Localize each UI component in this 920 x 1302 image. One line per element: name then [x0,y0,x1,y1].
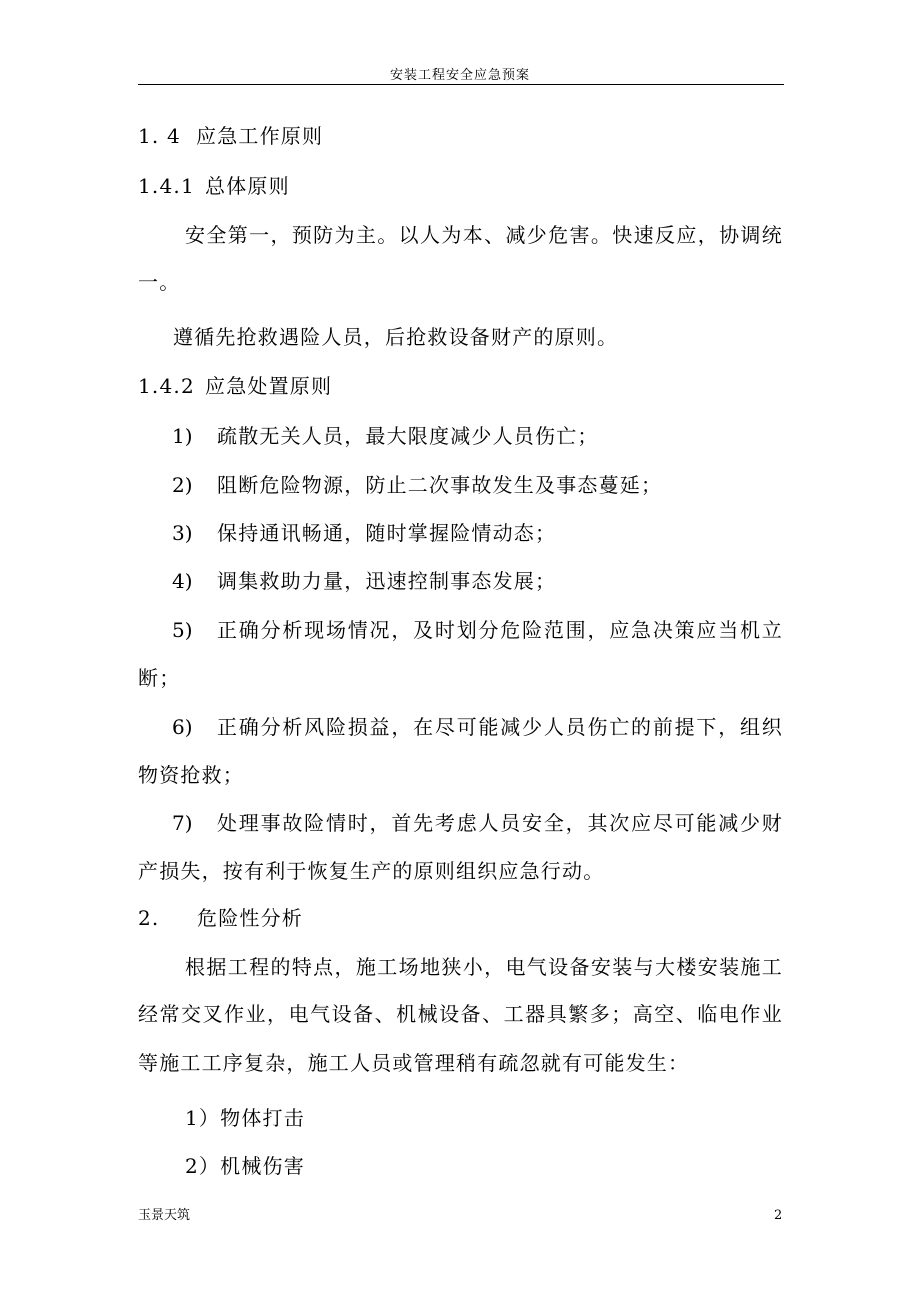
list-item-text: 物资抢救； [138,763,244,787]
list-item-number: 1) [172,424,193,448]
list-item-text: 1）物体打击 [185,1106,305,1130]
subsection-number: 1.4.2 [138,374,195,398]
section-heading: 应急工作原则 [196,124,324,148]
paragraph-line: 根据工程的特点，施工场地狭小，电气设备安装与大楼安装施工 [185,955,783,979]
list-item-text: 阻断危险物源，防止二次事故发生及事态蔓延； [217,473,663,497]
list-item-text: 保持通讯畅通，随时掌握险情动态； [217,521,557,545]
list-item-number: 6) [172,715,193,739]
paragraph-line: 等施工工序复杂，施工人员或管理稍有疏忽就有可能发生： [138,1051,690,1075]
list-item-number: 7) [172,811,193,835]
list-item-text: 产损失，按有利于恢复生产的原则组织应急行动。 [138,859,605,883]
section-number: 2. [138,906,160,930]
page-number: 2 [774,1208,783,1223]
list-item-number: 3) [172,521,193,545]
subsection-number: 1.4.1 [138,174,195,198]
list-item-text: 断； [138,666,181,690]
subsection-heading: 应急处置原则 [205,374,333,398]
section-heading: 危险性分析 [197,906,303,930]
paragraph-line: 安全第一，预防为主。以人为本、减少危害。快速反应，协调统 [185,223,783,247]
paragraph-line: 遵循先抢救遇险人员，后抢救设备财产的原则。 [173,325,619,349]
running-header: 安装工程安全应急预案 [389,68,530,83]
list-item-number: 4) [172,569,193,593]
paragraph-line: 经常交叉作业，电气设备、机械设备、工器具繁多；高空、临电作业 [138,1002,783,1026]
list-item-number: 5) [172,618,193,642]
list-item-number: 2) [172,473,193,497]
list-item-text: 正确分析现场情况，及时划分危险范围，应急决策应当机立 [217,618,783,642]
header-rule [138,84,784,85]
paragraph-line: 一。 [138,270,181,294]
list-item-text: 2）机械伤害 [185,1154,305,1178]
list-item-text: 正确分析风险损益，在尽可能减少人员伤亡的前提下，组织 [217,715,783,739]
footer-left-text: 玉景天筑 [138,1208,191,1223]
list-item-text: 处理事故险情时，首先考虑人员安全，其次应尽可能减少财 [217,811,783,835]
list-item-text: 疏散无关人员，最大限度减少人员伤亡； [217,424,599,448]
list-item-text: 调集救助力量，迅速控制事态发展； [217,569,557,593]
subsection-heading: 总体原则 [205,174,290,198]
section-number: 1. 4 [138,124,181,148]
